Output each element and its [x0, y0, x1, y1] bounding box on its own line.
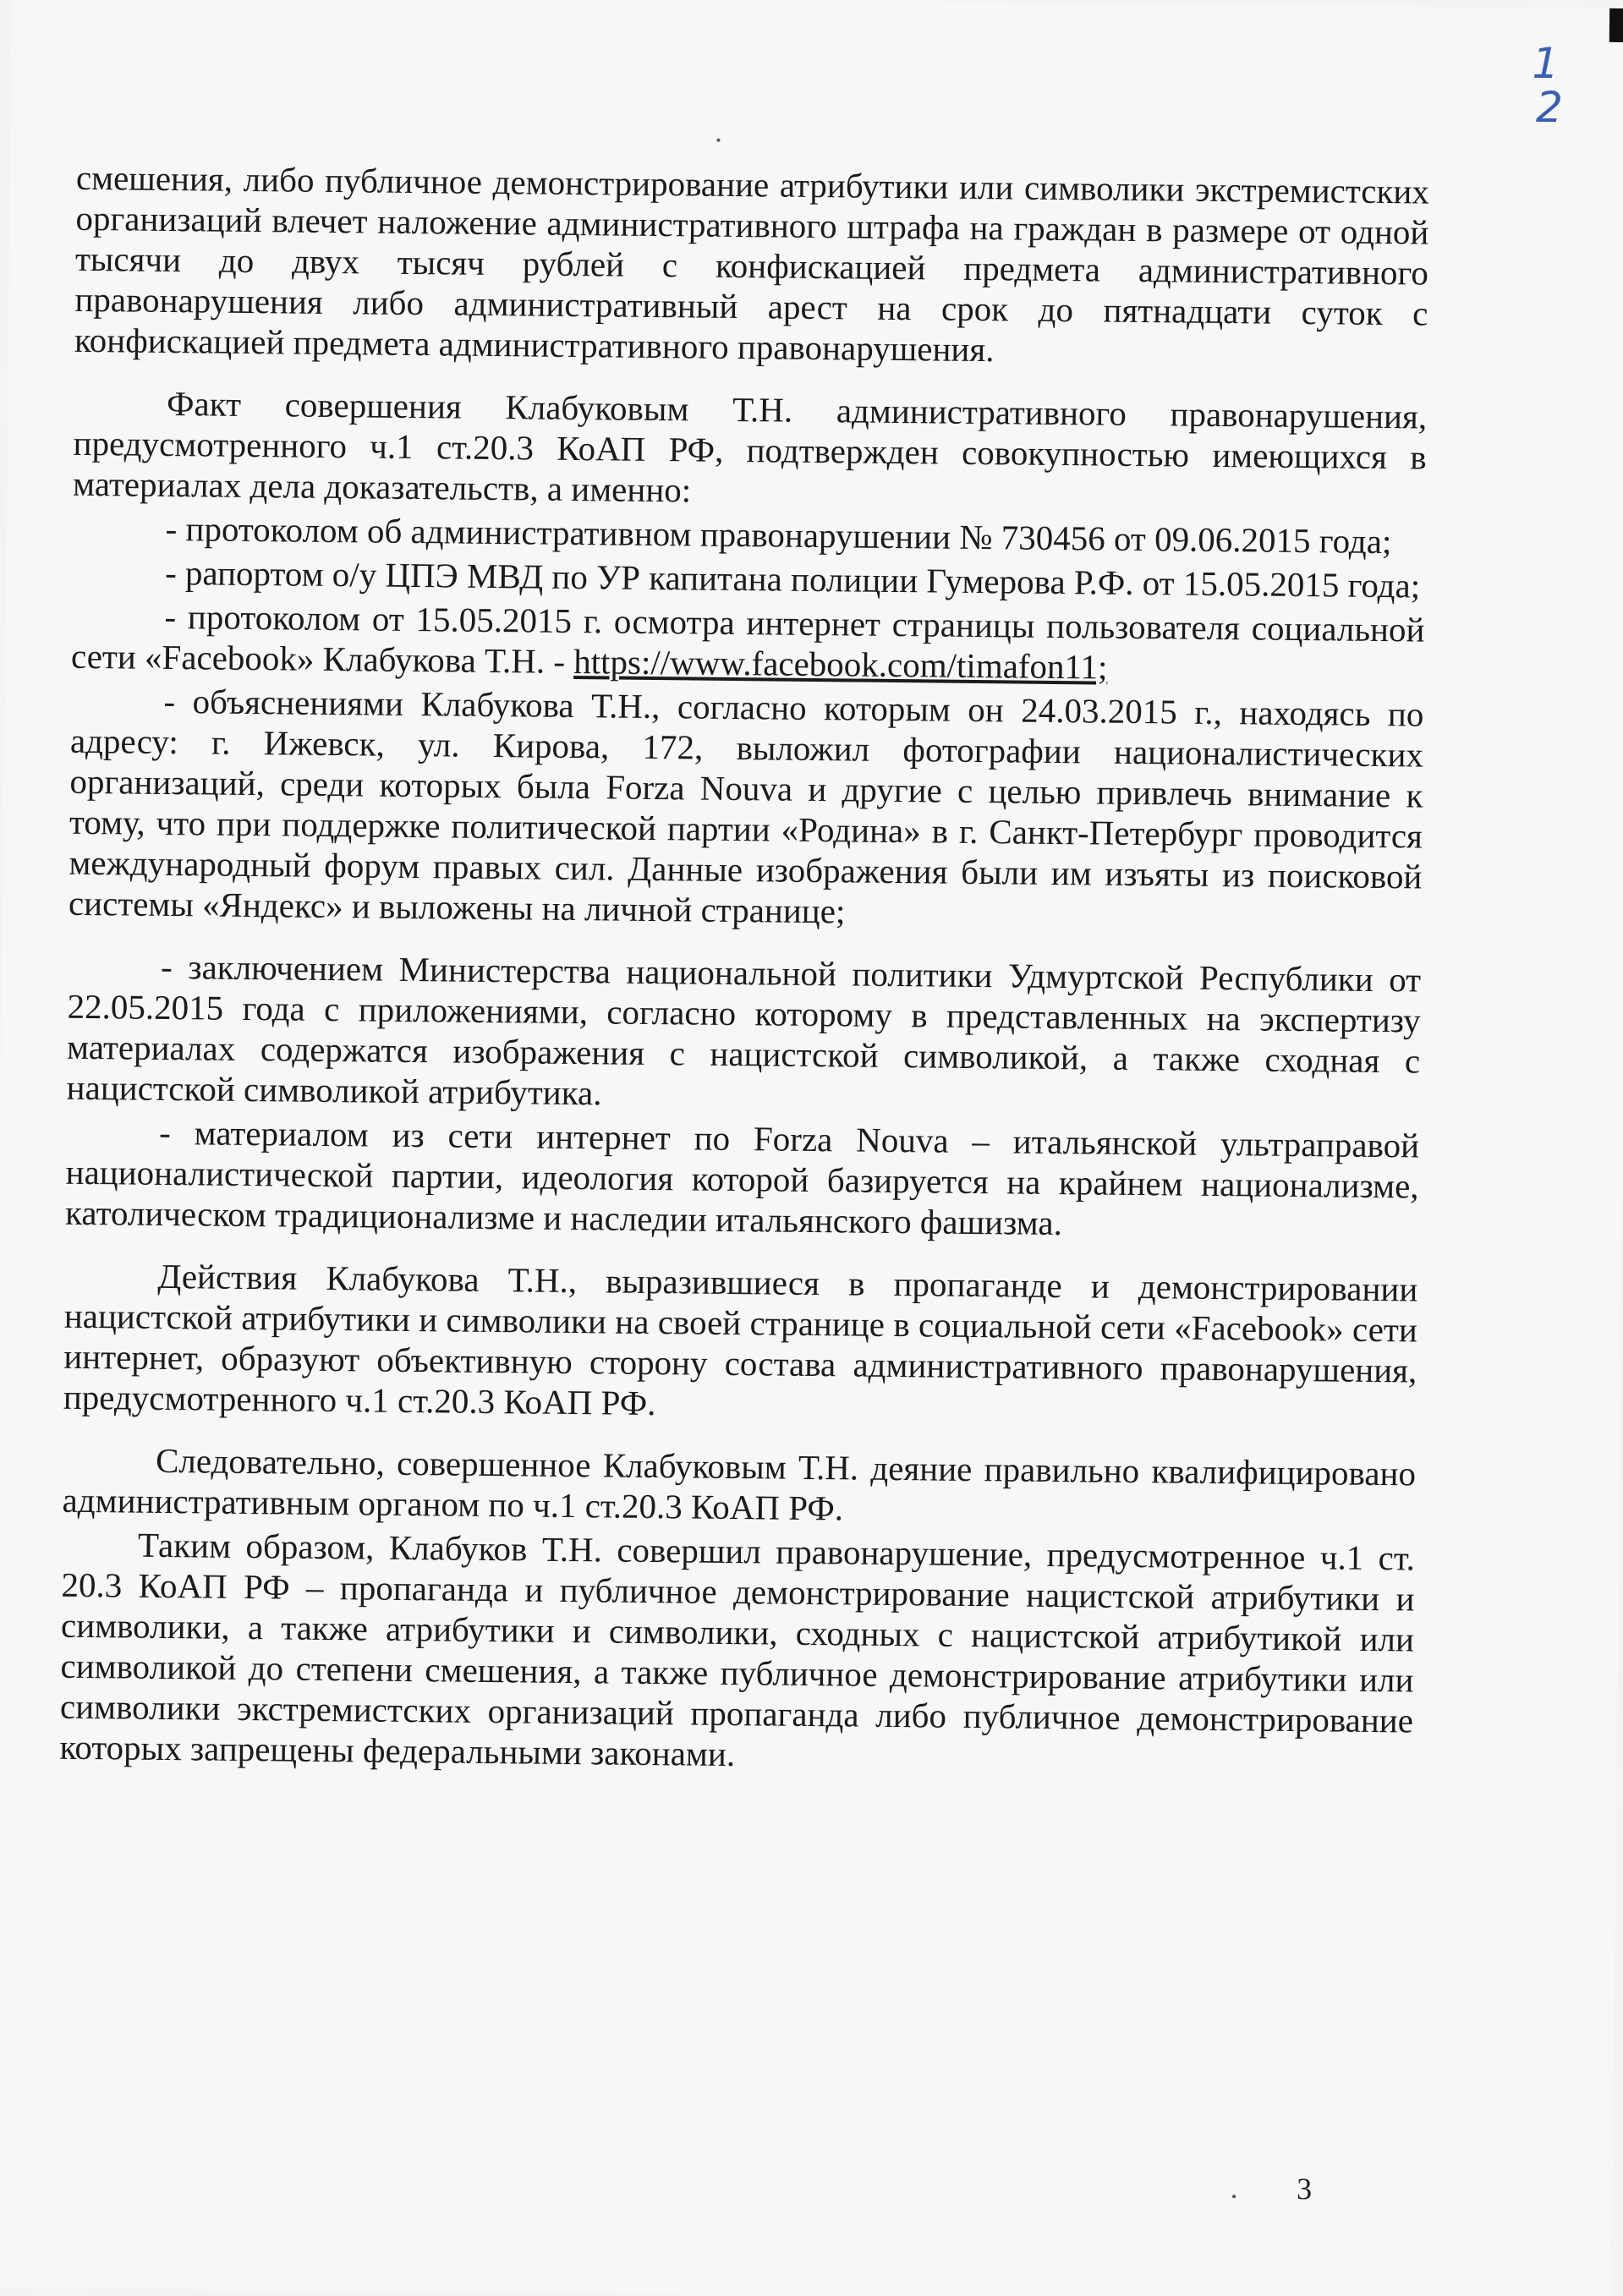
evidence-item-internet-material: - материалом из сети интернет по Forza Nouva – итальянской ультраправой националистической партии, идеология которой базируется на крайнем национализме, католическом традиционализме и наследии итальянского фашизма.	[64, 1112, 1420, 1243]
scan-corner-shadow	[1609, 8, 1623, 42]
evidence-item-inspection	[71, 595, 1425, 691]
paragraph-qualification: Следовательно, совершенное Клабуковым Т.Н. деяние правильно квалифицировано административным органом по ч.1 ст.20.3 КоАП РФ.	[62, 1440, 1417, 1528]
handwritten-mark-2: 2	[1535, 82, 1564, 133]
evidence-item-inspection-text: - протоколом от 15.05.2015 г. осмотра интернет страницы пользователя социальной сети «Facebook» Клабукова Т.Н. -	[70, 596, 1425, 682]
evidence-item-report: - рапортом о/у ЦПЭ МВД по УР капитана полиции Гумерова Р.Ф. от 15.05.2015 года;	[164, 552, 1421, 606]
evidence-item-protocol: - протоколом об административном правонарушении № 730456 от 09.06.2015 года;	[165, 508, 1392, 562]
scan-speck	[1232, 2195, 1236, 2198]
paragraph-fact-of-offense: Факт совершения Клабуковым Т.Н. административного правонарушения, предусмотренного ч.1 ст.20.3 КоАП РФ, подтвержден совокупностью имеющихся в материалах дела доказательств, а именно:	[72, 383, 1428, 510]
evidence-item-explanations: - объяснениями Клабукова Т.Н., согласно которым он 24.03.2015 г., находясь по адресу: г. Ижевск, ул. Кирова, 172, выложил фотографии националистических организаций, среди которых была Forza Nouva и другие с целью привлечь внимание к тому, что при поддержке политической партии «Родина» в г. Санкт-Петербург проводится международный форум правых сил. Данные изображения были им изъяты из поисковой системы «Яндекс» и выложены на личной странице;	[68, 681, 1424, 931]
paragraph-conclusion: Таким образом, Клабуков Т.Н. совершил правонарушение, предусмотренное ч.1 ст. 20.3 КоАП РФ – пропаганда и публичное демонстрирование нацистской атрибутики и символики, а также атрибутики и символики, сходных с нацистской атрибутикой или символикой до степени смешения, а также публичное демонстрирование атрибутики или символики экстремистских организаций пропаганда либо публичное демонстрирование которых запрещены федеральными законами.	[59, 1525, 1416, 1774]
document-body	[59, 157, 1429, 1782]
handwritten-mark-1: 1	[1532, 38, 1560, 89]
scan-speck	[716, 139, 720, 142]
paragraph-penalty-continuation: смешения, либо публичное демонстрирование атрибутики или символики экстремистских организаций влечет наложение административного штрафа на граждан в размере от одной тысячи до двух тысяч рублей с конфискацией предмета административного правонарушения либо административный арест на срок до пятнадцати суток с конфискацией предмета административного правонарушения.	[74, 157, 1430, 370]
paragraph-actions: Действия Клабукова Т.Н., выразившиеся в пропаганде и демонстрировании нацистской атрибутики и символики на своей странице в социальной сети «Facebook» сети интернет, образуют объективную сторону состава административного правонарушения, предусмотренного ч.1 ст.20.3 КоАП РФ.	[63, 1256, 1418, 1423]
handwritten-page-marks	[1516, 38, 1576, 135]
evidence-item-expert-conclusion: - заключением Министерства национальной политики Удмуртской Республики от 22.05.2015 года с приложениями, согласно которому в представленных на экспертизу материалах содержатся изображения с нацистской символикой, а также сходная с нацистской символикой атрибутика.	[66, 946, 1422, 1113]
facebook-profile-link[interactable]: https://www.facebook.com/timafon11;	[573, 642, 1108, 687]
page-number: 3	[1296, 2172, 1313, 2206]
